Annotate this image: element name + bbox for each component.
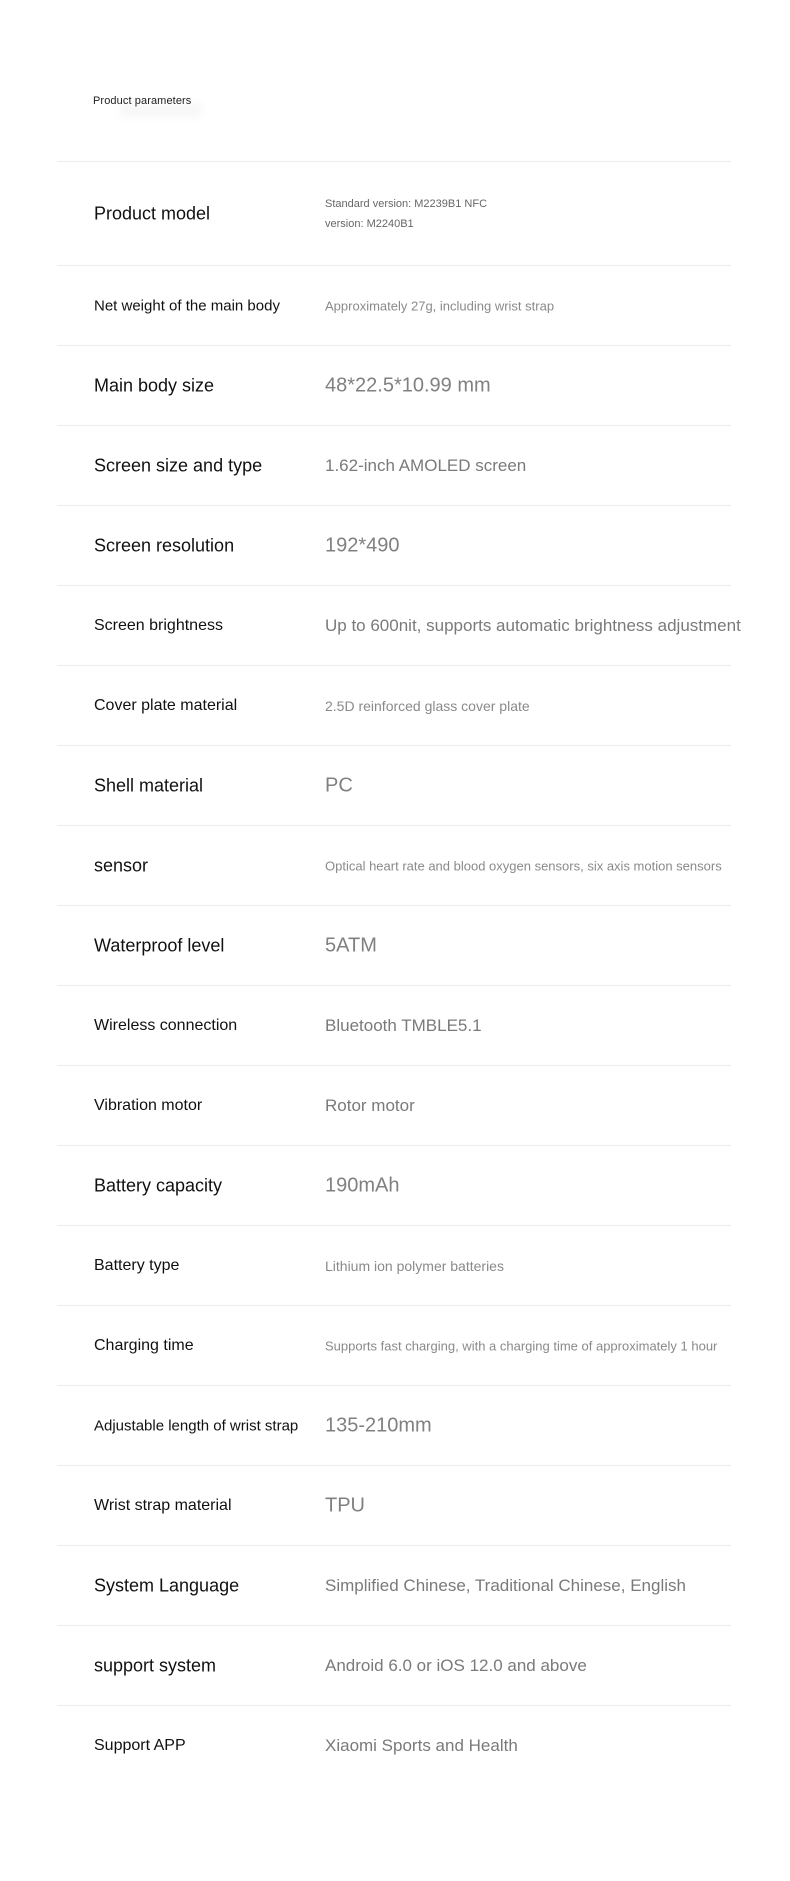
spec-label: Wireless connection (94, 1016, 238, 1034)
spec-value-line: Standard version: M2239B1 NFC (325, 197, 488, 210)
spec-table (57, 161, 741, 1785)
spec-row-net-weight (57, 265, 731, 345)
spec-value: Up to 600nit, supports automatic brightness adjustment (325, 615, 741, 635)
spec-label: Battery capacity (94, 1175, 223, 1195)
spec-value: 192*490 (325, 534, 400, 556)
spec-value: 48*22.5*10.99 mm (325, 374, 491, 396)
spec-label: Battery type (94, 1256, 180, 1274)
spec-row-main-body-size (57, 345, 731, 425)
spec-row-support-system (57, 1625, 731, 1705)
spec-row-screen-resolution (57, 505, 731, 585)
spec-label: Screen brightness (94, 616, 223, 634)
spec-label: Screen resolution (94, 535, 235, 555)
spec-label: Waterproof level (94, 935, 225, 955)
spec-value: Optical heart rate and blood oxygen sensors, six axis motion sensors (325, 858, 722, 873)
spec-label: Net weight of the main body (94, 297, 280, 314)
spec-row-battery-capacity (57, 1145, 731, 1225)
spec-row-cover-plate (57, 665, 731, 745)
spec-row-support-app (57, 1705, 731, 1785)
spec-value: Bluetooth TMBLE5.1 (325, 1015, 482, 1035)
spec-value: 135-210mm (325, 1414, 432, 1436)
spec-value: 5ATM (325, 934, 377, 956)
spec-row-waterproof (57, 905, 731, 985)
spec-row-shell-material (57, 745, 731, 825)
spec-value: Xiaomi Sports and Health (325, 1735, 518, 1755)
spec-value: Lithium ion polymer batteries (325, 1257, 504, 1274)
spec-value: Android 6.0 or iOS 12.0 and above (325, 1655, 587, 1675)
spec-row-system-language (57, 1545, 731, 1625)
spec-value: TPU (325, 1494, 365, 1516)
spec-value: Rotor motor (325, 1095, 415, 1115)
spec-label: Adjustable length of wrist strap (94, 1417, 299, 1434)
spec-value: 2.5D reinforced glass cover plate (325, 697, 530, 714)
spec-value: Approximately 27g, including wrist strap (325, 298, 555, 313)
spec-row-wireless (57, 985, 731, 1065)
spec-label: Screen size and type (94, 455, 263, 475)
spec-row-battery-type (57, 1225, 731, 1305)
spec-label: support system (94, 1655, 217, 1675)
spec-row-product-model (57, 161, 731, 265)
spec-row-strap-material (57, 1465, 731, 1545)
spec-value: PC (325, 774, 353, 796)
spec-row-sensor (57, 825, 731, 905)
spec-row-screen-brightness (57, 585, 741, 665)
spec-row-screen-size (57, 425, 731, 505)
spec-value-line: version: M2240B1 (325, 217, 414, 230)
spec-value: Supports fast charging, with a charging time of approximately 1 hour (325, 1338, 718, 1353)
spec-value: Simplified Chinese, Traditional Chinese, English (325, 1575, 686, 1595)
spec-label: Charging time (94, 1336, 194, 1354)
spec-label: Vibration motor (94, 1096, 203, 1114)
spec-row-strap-length (57, 1385, 731, 1465)
spec-label: System Language (94, 1575, 240, 1595)
spec-label: Cover plate material (94, 696, 238, 714)
spec-row-charging-time (57, 1305, 731, 1385)
spec-row-vibration-motor (57, 1065, 731, 1145)
spec-value (325, 194, 487, 234)
spec-value: 190mAh (325, 1174, 400, 1196)
section-title: Product parameters (93, 95, 192, 107)
spec-label: Shell material (94, 775, 204, 795)
spec-label: Support APP (94, 1736, 186, 1754)
spec-label: Main body size (94, 375, 215, 395)
spec-label: sensor (94, 855, 149, 875)
spec-label: Product model (94, 203, 211, 223)
spec-value: 1.62-inch AMOLED screen (325, 455, 527, 475)
spec-label: Wrist strap material (94, 1496, 232, 1514)
